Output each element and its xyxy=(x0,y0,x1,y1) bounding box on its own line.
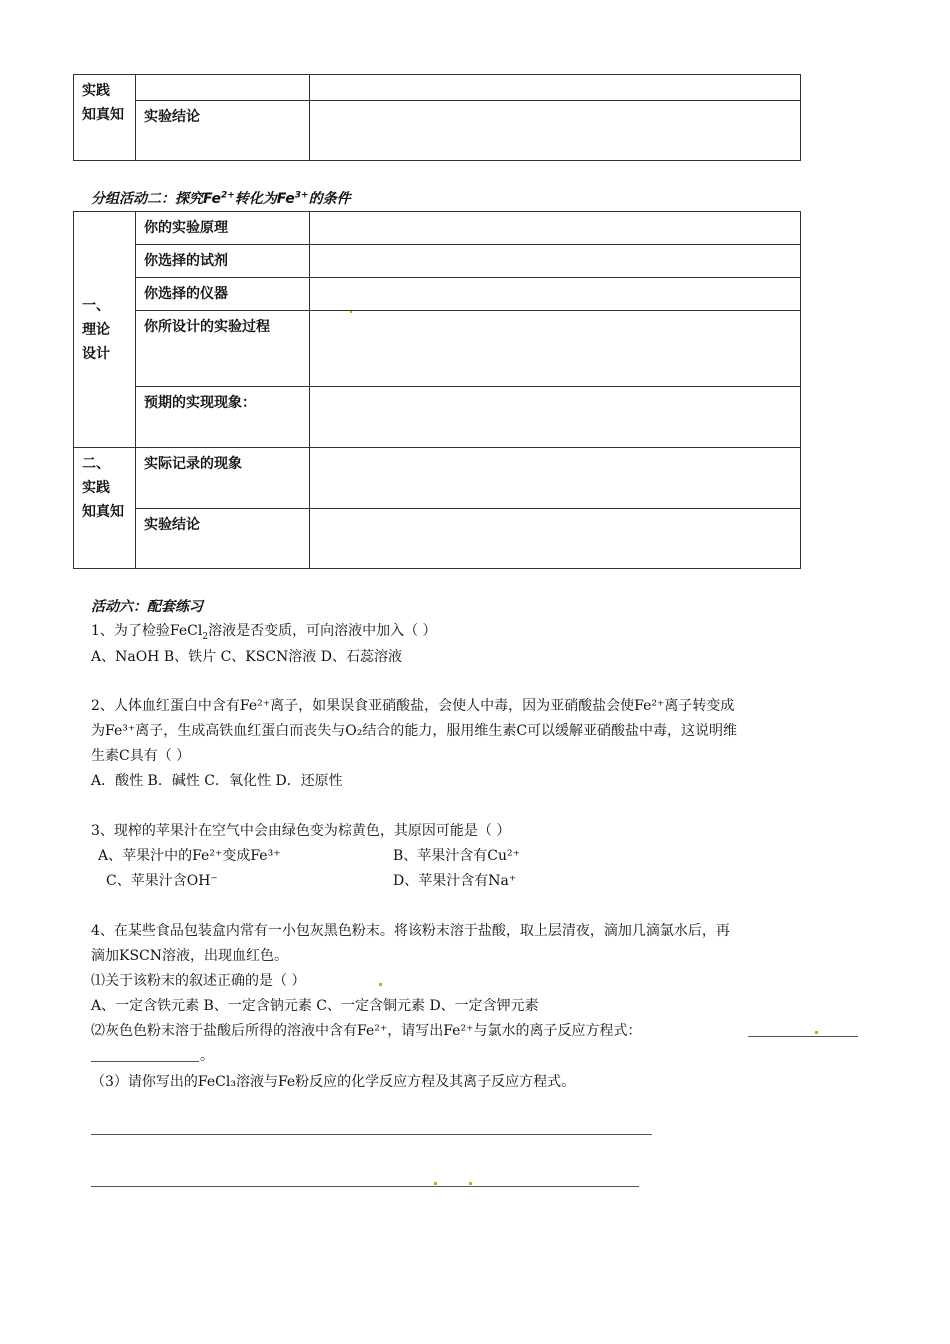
q2-line1: 2、人体血红蛋白中含有Fe²⁺离子，如果误食亚硝酸盐，会使人中毒，因为亚硝酸盐会使Fe²⁺离子转变成 xyxy=(91,698,735,714)
answer-principle[interactable] xyxy=(310,212,801,245)
activity6-title: 活动六：配套练习 xyxy=(91,599,203,615)
answer-cell[interactable] xyxy=(310,75,801,101)
q3-option-b: B、苹果汁含有Cu²⁺ xyxy=(393,848,521,864)
label-observed: 实际记录的现象 xyxy=(136,448,310,509)
q4-sub1: ⑴关于该粉末的叙述正确的是（ ） xyxy=(91,973,306,989)
table-experiment-design xyxy=(73,211,801,569)
label-instrument: 你选择的仪器 xyxy=(136,278,310,311)
q4-line1: 4、在某些食品包装盒内常有一小包灰黑色粉末。将该粉末溶于盐酸，取上层清夜，滴加几滴氯水后，再 xyxy=(91,923,730,939)
scan-dot xyxy=(350,311,352,313)
q2-line2: 为Fe³⁺离子，生成高铁血红蛋白而丧失与O₂结合的能力，服用维生素C可以缓解亚硝酸盐中毒，这说明维 xyxy=(91,723,738,739)
q2-line3: 生素C具有（ ） xyxy=(91,748,191,764)
q2-options: A．酸性 B．碱性 C．氧化性 D．还原性 xyxy=(91,773,343,789)
q4-sub2-end: 。 xyxy=(200,1048,214,1064)
q3-option-d: D、苹果汁含有Na⁺ xyxy=(393,873,517,889)
answer-cell-conclusion[interactable] xyxy=(310,101,801,161)
q4-sub2: ⑵灰色色粉末溶于盐酸后所得的溶液中含有Fe²⁺，请写出Fe²⁺与氯水的离子反应方程式： xyxy=(91,1023,642,1039)
label-process: 你所设计的实验过程 xyxy=(136,311,310,387)
label-principle: 你的实验原理 xyxy=(136,212,310,245)
empty-cell xyxy=(136,75,310,101)
table-practice-1 xyxy=(73,74,801,161)
label-expected: 预期的实现现象： xyxy=(136,387,310,448)
scan-dot xyxy=(469,1182,472,1185)
row-label-practice: 实践 知真知 xyxy=(74,75,136,161)
answer-blank-q4-2b[interactable] xyxy=(91,1061,199,1062)
row-label-theory: 一、 理论 设计 xyxy=(74,212,136,448)
answer-expected[interactable] xyxy=(310,387,801,448)
answer-process[interactable] xyxy=(310,311,801,387)
q4-sub1-options: A、一定含铁元素 B、一定含钠元素 C、一定含铜元素 D、一定含钾元素 xyxy=(91,998,539,1014)
scan-dot xyxy=(434,1182,437,1185)
q3-stem: 3、现榨的苹果汁在空气中会由绿色变为棕黄色，其原因可能是（ ） xyxy=(91,823,511,839)
answer-conclusion-2[interactable] xyxy=(310,509,801,569)
activity2-title: 分组活动二：探究$Fe^{2+}$转化为$Fe^{3+}$的条件 xyxy=(91,190,351,207)
scan-dot xyxy=(379,983,382,986)
answer-observed[interactable] xyxy=(310,448,801,509)
label-conclusion-2: 实验结论 xyxy=(136,509,310,569)
row-label-practice-2: 二、 实践 知真知 xyxy=(74,448,136,569)
answer-line-1[interactable] xyxy=(91,1134,652,1135)
label-conclusion: 实验结论 xyxy=(136,101,310,161)
answer-blank-q4-2a[interactable] xyxy=(748,1036,858,1037)
q4-line2: 滴加KSCN溶液，出现血红色。 xyxy=(91,948,289,964)
q1-options: A、NaOH B、铁片 C、KSCN溶液 D、石蕊溶液 xyxy=(91,649,402,665)
q4-sub3: （3）请你写出的FeCl₃溶液与Fe粉反应的化学反应方程及其离子反应方程式。 xyxy=(91,1074,576,1090)
q1-stem: 1、为了检验FeCl$_2$溶液是否变质，可向溶液中加入（ ） xyxy=(91,623,437,642)
answer-reagent[interactable] xyxy=(310,245,801,278)
q3-option-c: C、苹果汁含OH⁻ xyxy=(106,873,218,889)
scan-dot xyxy=(815,1031,818,1034)
label-reagent: 你选择的试剂 xyxy=(136,245,310,278)
answer-line-2[interactable] xyxy=(91,1186,639,1187)
answer-instrument[interactable] xyxy=(310,278,801,311)
q3-option-a: A、苹果汁中的Fe²⁺变成Fe³⁺ xyxy=(98,848,281,864)
